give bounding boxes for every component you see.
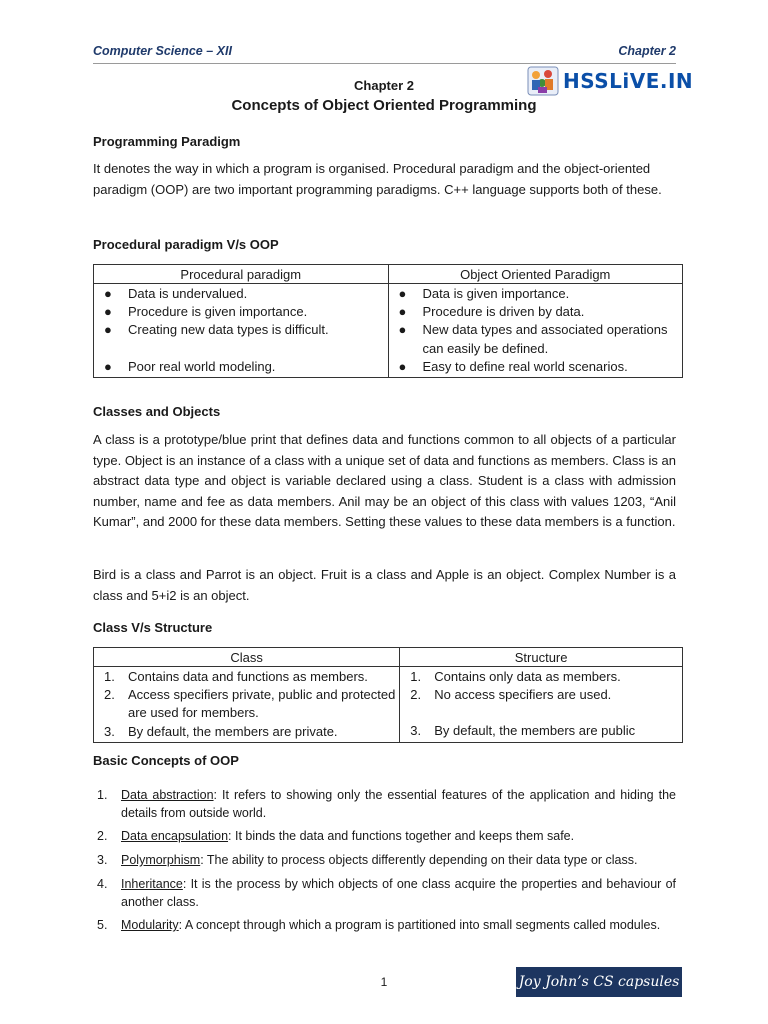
list-item: 2. Data encapsulation: It binds the data and functions together and keeps them safe. <box>97 829 575 843</box>
list-item: 1. Contains only data as members. <box>410 669 621 684</box>
procedural-vs-oop-table <box>93 264 683 378</box>
list-item: 1. Contains data and functions as members. <box>104 669 368 684</box>
list-item: ● New data types and associated operations can easily be defined. <box>398 322 668 356</box>
list-item: 3. By default, the members are private. <box>104 723 338 739</box>
list-item: ● Procedure is given importance. <box>102 303 388 321</box>
list-item: ● Data is given importance. <box>397 285 683 303</box>
concept-term: Inheritance <box>121 877 183 891</box>
classes-paragraph: A class is a prototype/blue print that defines data and functions common to all objects of a particular type. Object is an instance of a class with a unique set of data and functions as members. Class is an abstract data type and object is variable declared using a class. Student is a class with admission number, name and fee as data members. Anil may be an object of this class with values 1203, “Anil Kumar”, and 2000 for these data members. Setting these values to these data members is a function. <box>93 432 676 529</box>
list-item: 4. Inheritance: It is the process by which objects of one class acquire the properties and behaviour of another class. <box>97 877 676 909</box>
column-header-procedural: Procedural paradigm <box>94 265 389 284</box>
bullet-icon: ● <box>398 286 407 301</box>
heading-basic-concepts: Basic Concepts of OOP <box>93 753 239 768</box>
examples-paragraph: Bird is a class and Parrot is an object. Fruit is a class and Apple is an object. Complex Number is a class and 5+i2 is an object. <box>93 567 676 603</box>
author-badge: Joy John’s CS capsules <box>516 967 682 997</box>
bullet-icon: ● <box>104 358 112 374</box>
oop-cell <box>388 284 683 378</box>
bullet-icon: ● <box>104 286 112 301</box>
concept-term: Polymorphism <box>121 853 201 867</box>
bullet-icon: ● <box>398 304 407 320</box>
list-item: 2. Access specifiers private, public and protected are used for members. <box>104 687 396 721</box>
heading-class-vs-structure: Class V/s Structure <box>93 620 213 635</box>
list-item: 1. Data abstraction: It refers to showing only the essential features of the application and hiding the details from outside world. <box>97 788 676 820</box>
basic-concepts-list <box>93 786 676 934</box>
heading-classes-objects: Classes and Objects <box>93 404 221 419</box>
column-header-class: Class <box>94 648 400 667</box>
heading-programming-paradigm: Programming Paradigm <box>93 134 241 149</box>
list-item: ● Easy to define real world scenarios. <box>397 358 683 376</box>
procedural-cell <box>94 284 389 378</box>
bullet-icon: ● <box>398 358 407 374</box>
list-spacer <box>408 704 682 722</box>
chapter-label: Chapter 2 <box>354 78 414 93</box>
bullet-icon: ● <box>398 322 407 338</box>
list-item: 3. By default, the members are public <box>410 723 636 739</box>
list-item: 3. Polymorphism: The ability to process objects differently depending on their data type or class. <box>97 853 638 867</box>
header-chapter: Chapter 2 <box>618 44 676 58</box>
concept-term: Data abstraction <box>121 788 214 802</box>
concept-term: Modularity <box>121 918 179 932</box>
list-item: 5. Modularity: A concept through which a program is partitioned into small segments called modules. <box>97 918 661 932</box>
column-header-oop: Object Oriented Paradigm <box>388 265 683 284</box>
logo-text: HSSLiVE.IN <box>563 69 694 93</box>
header-subject: Computer Science – XII <box>93 44 232 58</box>
page-title: Concepts of Object Oriented Programming <box>231 97 537 114</box>
list-spacer <box>102 340 388 358</box>
paradigm-paragraph: It denotes the way in which a program is organised. Procedural paradigm and the object-oriented paradigm (OOP) are two important programming paradigms. C++ language supports both of these. <box>93 161 662 197</box>
heading-procedural-vs-oop: Procedural paradigm V/s OOP <box>93 237 279 252</box>
list-item: ● Data is undervalued. <box>102 285 388 303</box>
list-item: ● Poor real world modeling. <box>102 358 388 376</box>
page-number: 1 <box>380 975 388 989</box>
table-header-row <box>94 265 683 284</box>
bullet-icon: ● <box>104 304 112 320</box>
column-header-structure: Structure <box>400 648 683 667</box>
class-cell <box>94 667 400 743</box>
header-divider <box>93 63 676 64</box>
list-item: 2. No access specifiers are used. <box>410 687 612 703</box>
list-item: ● Creating new data types is difficult. <box>102 321 388 339</box>
table-row <box>94 667 683 743</box>
concept-term: Data encapsulation <box>121 829 229 843</box>
table-row <box>94 284 683 378</box>
class-vs-structure-table <box>93 647 683 743</box>
structure-cell <box>400 667 683 743</box>
bullet-icon: ● <box>104 322 112 338</box>
table-header-row <box>94 648 683 667</box>
list-item: ● Procedure is driven by data. <box>397 303 683 321</box>
